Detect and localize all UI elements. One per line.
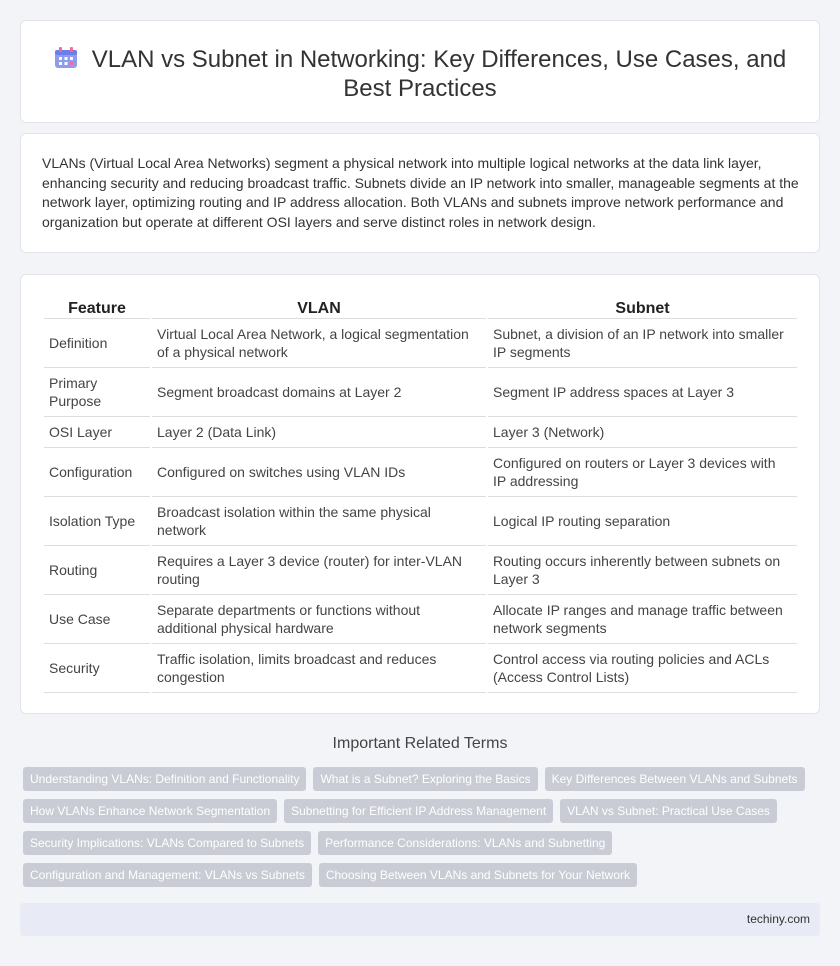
related-term-link[interactable]: Security Implications: VLANs Compared to Subnets — [23, 831, 311, 855]
related-term-link[interactable]: Choosing Between VLANs and Subnets for Your Network — [319, 863, 637, 887]
table-row — [44, 448, 797, 497]
title-card — [20, 20, 820, 123]
related-term-link[interactable]: Key Differences Between VLANs and Subnets — [545, 767, 805, 791]
row-vlan: Segment broadcast domains at Layer 2 — [152, 368, 486, 417]
row-vlan: Configured on switches using VLAN IDs — [152, 448, 486, 497]
row-subnet: Subnet, a division of an IP network into smaller IP segments — [488, 319, 797, 368]
related-term-link[interactable]: Understanding VLANs: Definition and Functionality — [23, 767, 306, 791]
row-vlan: Requires a Layer 3 device (router) for inter-VLAN routing — [152, 546, 486, 595]
row-subnet: Segment IP address spaces at Layer 3 — [488, 368, 797, 417]
row-subnet: Allocate IP ranges and manage traffic between network segments — [488, 595, 797, 644]
header-feature: Feature — [44, 295, 150, 319]
table-row — [44, 546, 797, 595]
row-feature: Routing — [44, 546, 150, 595]
row-feature: Primary Purpose — [44, 368, 150, 417]
row-subnet: Control access via routing policies and ACLs (Access Control Lists) — [488, 644, 797, 693]
row-vlan: Virtual Local Area Network, a logical segmentation of a physical network — [152, 319, 486, 368]
table-row — [44, 368, 797, 417]
header-subnet: Subnet — [488, 295, 797, 319]
row-feature: Isolation Type — [44, 497, 150, 546]
related-term-link[interactable]: Performance Considerations: VLANs and Subnetting — [318, 831, 612, 855]
footer-bar — [20, 903, 820, 936]
footer-site-link[interactable]: techiny.com — [746, 912, 810, 926]
row-subnet: Layer 3 (Network) — [488, 417, 797, 448]
row-feature: Use Case — [44, 595, 150, 644]
related-term-link[interactable]: Subnetting for Efficient IP Address Management — [284, 799, 553, 823]
table-row — [44, 319, 797, 368]
page-title-wrap — [51, 45, 789, 103]
row-feature: Security — [44, 644, 150, 693]
table-row — [44, 595, 797, 644]
row-subnet: Routing occurs inherently between subnets on Layer 3 — [488, 546, 797, 595]
table-row — [44, 417, 797, 448]
row-vlan: Separate departments or functions without additional physical hardware — [152, 595, 486, 644]
related-term-link[interactable]: What is a Subnet? Exploring the Basics — [313, 767, 537, 791]
row-vlan: Traffic isolation, limits broadcast and reduces congestion — [152, 644, 486, 693]
comparison-table — [42, 295, 799, 693]
intro-paragraph: VLANs (Virtual Local Area Networks) segment a physical network into multiple logical networks at the data link layer, enhancing security and reducing broadcast traffic. Subnets divide an IP network into smaller, manageable segments at the network layer, optimizing routing and IP address allocation. Both VLANs and subnets improve network performance and organization but operate at different OSI layers and serve distinct roles in network design. — [42, 155, 799, 230]
related-terms-heading: Important Related Terms — [332, 735, 508, 752]
row-feature: Configuration — [44, 448, 150, 497]
intro-card — [20, 133, 820, 253]
table-row — [44, 644, 797, 693]
related-term-link[interactable]: Configuration and Management: VLANs vs Subnets — [23, 863, 312, 887]
row-vlan: Broadcast isolation within the same physical network — [152, 497, 486, 546]
row-feature: Definition — [44, 319, 150, 368]
comparison-card — [20, 274, 820, 714]
table-header-row — [44, 295, 797, 319]
row-subnet: Configured on routers or Layer 3 devices with IP addressing — [488, 448, 797, 497]
related-term-link[interactable]: VLAN vs Subnet: Practical Use Cases — [560, 799, 777, 823]
row-vlan: Layer 2 (Data Link) — [152, 417, 486, 448]
page-title: VLAN vs Subnet in Networking: Key Differences, Use Cases, and Best Practices — [91, 46, 787, 102]
row-subnet: Logical IP routing separation — [488, 497, 797, 546]
row-feature: OSI Layer — [44, 417, 150, 448]
related-term-link[interactable]: How VLANs Enhance Network Segmentation — [23, 799, 277, 823]
calendar-grid-icon — [54, 47, 78, 69]
header-vlan: VLAN — [152, 295, 486, 319]
related-terms-list — [23, 767, 813, 887]
table-row — [44, 497, 797, 546]
